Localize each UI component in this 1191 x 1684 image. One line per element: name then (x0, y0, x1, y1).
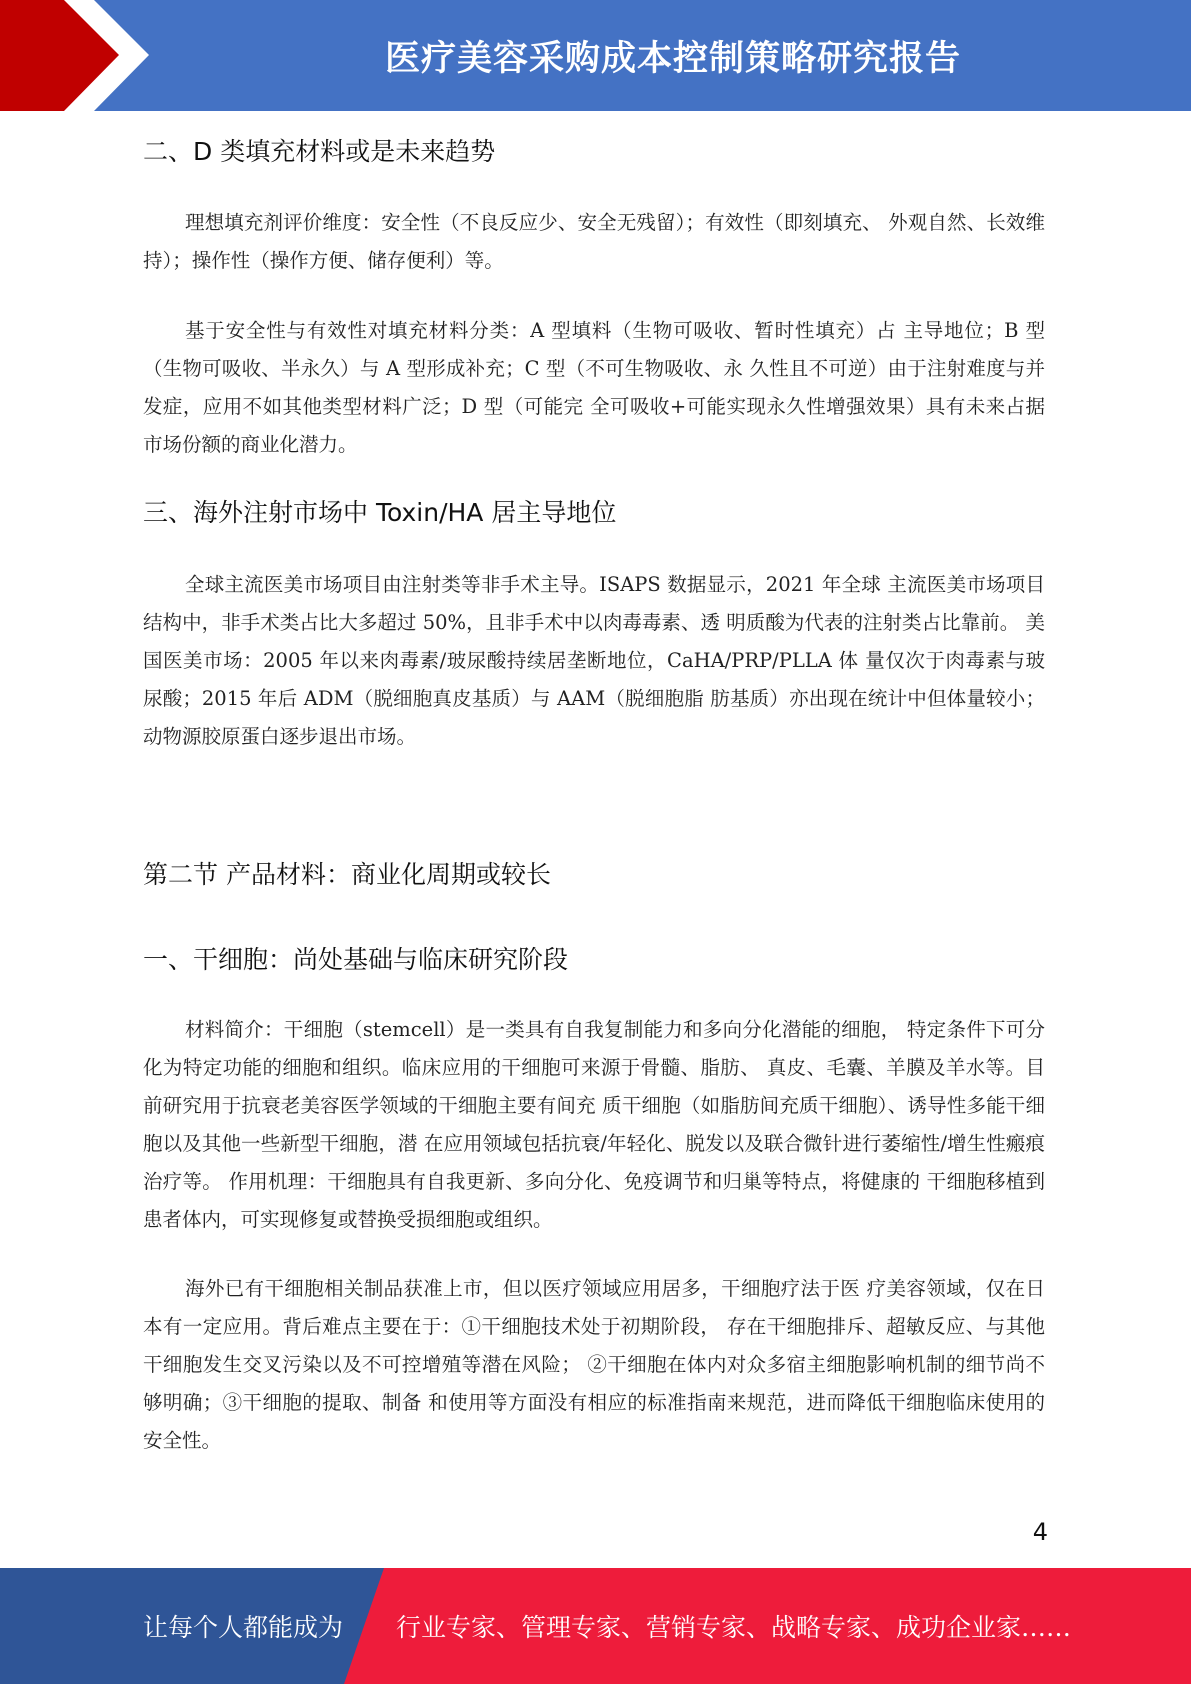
header-arrow-graphic (0, 0, 160, 111)
section-heading-overseas-injection-market: 三、海外注射市场中 Toxin/HA 居主导地位 (143, 498, 617, 527)
section-heading-stem-cells: 一、干细胞：尚处基础与临床研究阶段 (143, 945, 569, 974)
header-banner (0, 0, 1191, 111)
footer-slogan-right: 行业专家、管理专家、营销专家、战略专家、成功企业家…… (396, 1613, 1072, 1642)
footer-slogan-left: 让每个人都能成为 (143, 1613, 344, 1642)
paragraph-stem-cell-introduction: 材料简介：干细胞（stemcell）是一类具有自我复制能力和多向分化潜能的细胞， 特定条件下可分化为特定功能的细胞和组织。临床应用的干细胞可来源于骨髓、脂肪、 真皮、毛囊、羊膜及羊水等。目前研究用于抗衰老美容医学领域的干细胞主要有间充 质干细胞（如脂肪间充质干细胞）、诱导性多能干细胞以及其他一些新型干细胞，潜 在应用领域包括抗衰/年轻化、脱发以及联合微针进行萎缩性/增生性瘢痕治疗等。 作用机理：干细胞具有自我更新、多向分化、免疫调节和归巢等特点，将健康的 干细胞移植到患者体内，可实现修复或替换受损细胞或组织。 (143, 1018, 1045, 1231)
paragraph-ideal-filler-criteria: 理想填充剂评价维度：安全性（不良反应少、安全无残留）；有效性（即刻填充、 外观自然、长效维持）；操作性（操作方便、储存便利）等。 (143, 211, 1045, 272)
chapter-heading-product-materials: 第二节 产品材料：商业化周期或较长 (143, 860, 551, 889)
paragraph-global-market-structure: 全球主流医美市场项目由注射类等非手术主导。ISAPS 数据显示，2021 年全球 主流医美市场项目结构中，非手术类占比大多超过 50%，且非手术中以肉毒毒素、透 明质酸为代表的注射类占比靠前。 美国医美市场：2005 年以来肉毒素/玻尿酸持续居垄断地位，CaHA/PRP/PLLA 体 量仅次于肉毒素与玻尿酸；2015 年后 ADM（脱细胞真皮基质）与 AAM（脱细胞脂 肪基质）亦出现在统计中但体量较小；动物源胶原蛋白逐步退出市场。 (143, 573, 1045, 748)
page-number: 4 (1032, 1518, 1048, 1546)
footer-banner (0, 1568, 1191, 1684)
paragraph-stem-cell-challenges: 海外已有干细胞相关制品获准上市，但以医疗领域应用居多，干细胞疗法于医 疗美容领域，仅在日本有一定应用。背后难点主要在于：①干细胞技术处于初期阶段， 存在干细胞排斥、超敏反应、与其他干细胞发生交叉污染以及不可控增殖等潜在风险； ②干细胞在体内对众多宿主细胞影响机制的细节尚不够明确；③干细胞的提取、制备 和使用等方面没有相应的标准指南来规范，进而降低干细胞临床使用的安全性。 (143, 1277, 1045, 1452)
section-heading-d-type-fillers: 二、D 类填充材料或是未来趋势 (143, 137, 496, 166)
paragraph-filler-classification: 基于安全性与有效性对填充材料分类：A 型填料（生物可吸收、暂时性填充）占 主导地位；B 型（生物可吸收、半永久）与 A 型形成补充；C 型（不可生物吸收、永 久性且不可逆）由于注射难度与并发症，应用不如其他类型材料广泛；D 型（可能完 全可吸收+可能实现永久性增强效果）具有未来占据市场份额的商业化潜力。 (143, 319, 1045, 456)
report-title: 医疗美容采购成本控制策略研究报告 (384, 38, 961, 79)
